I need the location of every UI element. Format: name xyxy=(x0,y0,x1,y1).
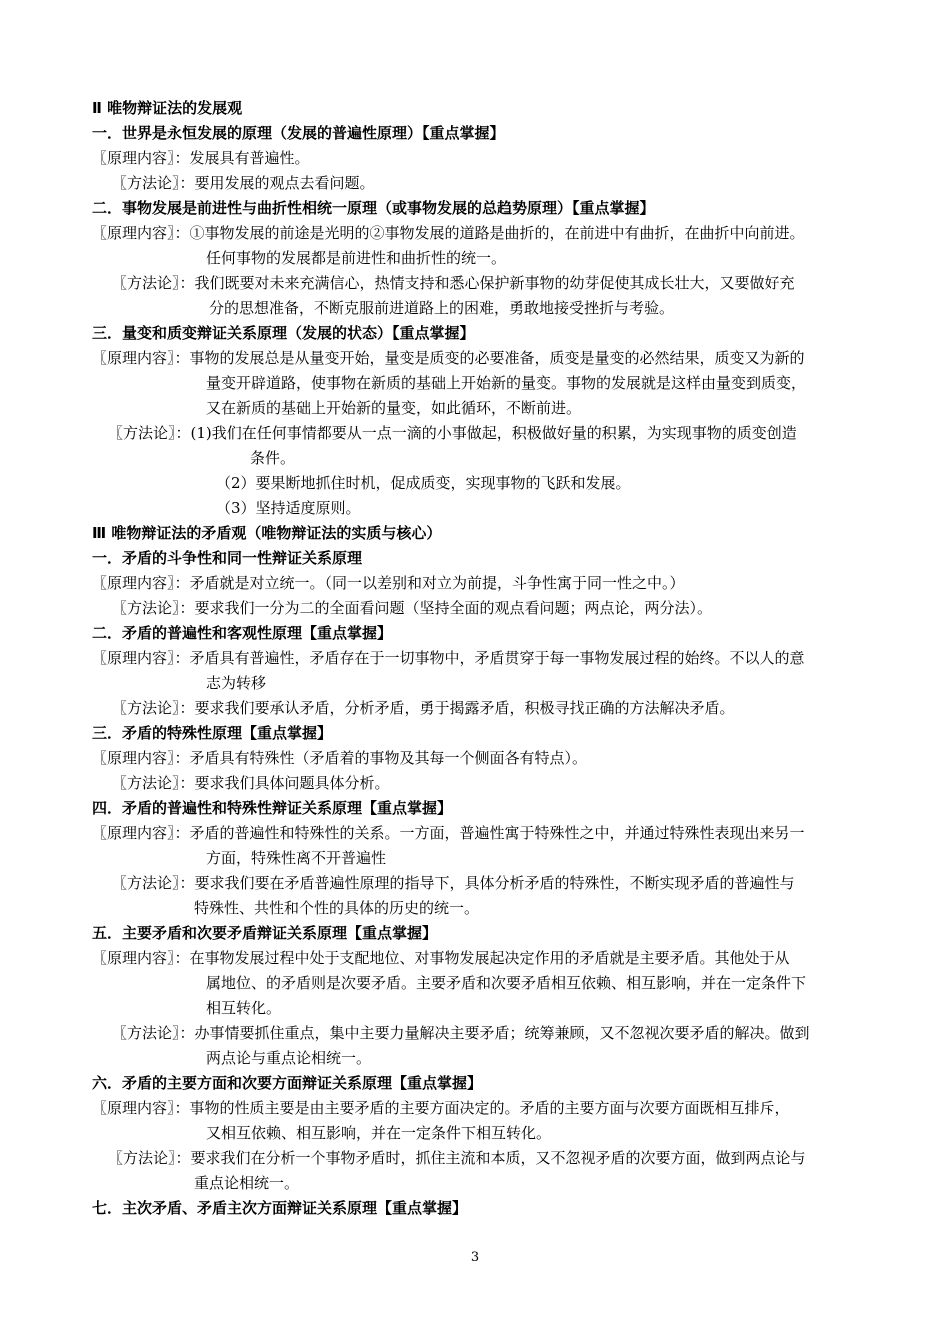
method-text: 〖方法论〗：要求我们具体问题具体分析。 xyxy=(112,774,390,792)
method-text: 〖方法论〗：要求我们一分为二的全面看问题（坚持全面的观点看问题；两点论，两分法）。 xyxy=(112,599,713,617)
method-text: 〖方法论〗：要用发展的观点去看问题。 xyxy=(112,174,375,192)
method-text-item: （3）坚持适度原则。 xyxy=(216,499,361,517)
principle-text: 〖原理内容〗：事物的性质主要是由主要矛盾的主要方面决定的。矛盾的主要方面与次要方面既相互排斥， xyxy=(92,1099,790,1117)
principle-text-cont: 任何事物的发展都是前进性和曲折性的统一。 xyxy=(206,249,507,267)
principle-text: 〖原理内容〗：矛盾具有特殊性（矛盾着的事物及其每一个侧面各有特点）。 xyxy=(92,749,588,767)
section-heading: 四．矛盾的普遍性和特殊性辩证关系原理【重点掌握】 xyxy=(92,799,453,817)
principle-text: 〖原理内容〗：矛盾就是对立统一。（同一以差别和对立为前提，斗争性寓于同一性之中。） xyxy=(92,574,685,592)
principle-text-cont: 属地位、的矛盾则是次要矛盾。主要矛盾和次要矛盾相互依赖、相互影响，并在一定条件下 xyxy=(206,974,807,992)
method-text-cont: 两点论与重点论相统一。 xyxy=(206,1049,372,1067)
principle-text-cont: 相互转化。 xyxy=(206,999,282,1017)
method-text-cont: 分的思想准备，不断克服前进道路上的困难，勇敢地接受挫折与考验。 xyxy=(209,299,675,317)
principle-text-cont: 方面，特殊性离不开普遍性 xyxy=(206,849,387,867)
method-text-cont: 条件。 xyxy=(250,449,296,467)
principle-text: 〖原理内容〗：①事物发展的前途是光明的②事物发展的道路是曲折的，在前进中有曲折，在曲折中向前进。 xyxy=(92,224,805,242)
part-heading: Ⅲ 唯物辩证法的矛盾观（唯物辩证法的实质与核心） xyxy=(92,524,442,542)
method-text: 〖方法论〗：(1)我们在任何事情都要从一点一滴的小事做起，积极做好量的积累，为实现事物的质变创造 xyxy=(108,424,797,442)
principle-text-cont: 又在新质的基础上开始新的量变，如此循环，不断前进。 xyxy=(206,399,582,417)
method-text: 〖方法论〗：我们既要对未来充满信心，热情支持和悉心保护新事物的幼芽促使其成长壮大，又要做好充 xyxy=(112,274,795,292)
section-heading: 三．矛盾的特殊性原理【重点掌握】 xyxy=(92,724,333,742)
principle-text: 〖原理内容〗：矛盾具有普遍性，矛盾存在于一切事物中，矛盾贯穿于每一事物发展过程的始终。不以人的意 xyxy=(92,649,805,667)
method-text-item: （2）要果断地抓住时机，促成质变，实现事物的飞跃和发展。 xyxy=(216,474,631,492)
section-heading: 五．主要矛盾和次要矛盾辩证关系原理【重点掌握】 xyxy=(92,924,438,942)
method-text-cont: 特殊性、共性和个性的具体的历史的统一。 xyxy=(194,899,480,917)
principle-text: 〖原理内容〗：在事物发展过程中处于支配地位、对事物发展起决定作用的矛盾就是主要矛盾。其他处于从 xyxy=(92,949,790,967)
principle-text-cont: 志为转移 xyxy=(206,674,267,692)
principle-text-cont: 又相互依赖、相互影响，并在一定条件下相互转化。 xyxy=(206,1124,552,1142)
method-text: 〖方法论〗：要求我们要承认矛盾，分析矛盾，勇于揭露矛盾，积极寻找正确的方法解决矛盾。 xyxy=(112,699,735,717)
method-text: 〖方法论〗：要求我们在分析一个事物矛盾时，抓住主流和本质，又不忽视矛盾的次要方面，做到两点论与 xyxy=(108,1149,806,1167)
section-heading: 七．主次矛盾、矛盾主次方面辩证关系原理【重点掌握】 xyxy=(92,1199,468,1217)
section-heading: 一．世界是永恒发展的原理（发展的普遍性原理）【重点掌握】 xyxy=(92,124,505,142)
page-number: 3 xyxy=(470,1250,480,1265)
principle-text: 〖原理内容〗：事物的发展总是从量变开始，量变是质变的必要准备，质变是量变的必然结果，质变又为新的 xyxy=(92,349,805,367)
part-heading: Ⅱ 唯物辩证法的发展观 xyxy=(92,99,243,117)
method-text: 〖方法论〗：要求我们要在矛盾普遍性原理的指导下，具体分析矛盾的特殊性，不断实现矛盾的普遍性与 xyxy=(112,874,795,892)
method-text: 〖方法论〗：办事情要抓住重点，集中主要力量解决主要矛盾；统筹兼顾，又不忽视次要矛盾的解决。做到 xyxy=(112,1024,810,1042)
principle-text: 〖原理内容〗：矛盾的普遍性和特殊性的关系。一方面，普遍性寓于特殊性之中，并通过特殊性表现出来另一 xyxy=(92,824,805,842)
method-text-cont: 重点论相统一。 xyxy=(194,1174,300,1192)
principle-text: 〖原理内容〗：发展具有普遍性。 xyxy=(92,149,310,167)
section-heading: 三．量变和质变辩证关系原理（发展的状态）【重点掌握】 xyxy=(92,324,475,342)
section-heading: 二．矛盾的普遍性和客观性原理【重点掌握】 xyxy=(92,624,393,642)
section-heading: 六．矛盾的主要方面和次要方面辩证关系原理【重点掌握】 xyxy=(92,1074,483,1092)
section-heading: 一．矛盾的斗争性和同一性辩证关系原理 xyxy=(92,549,363,567)
principle-text-cont: 量变开辟道路，使事物在新质的基础上开始新的量变。事物的发展就是这样由量变到质变， xyxy=(206,374,807,392)
section-heading: 二．事物发展是前进性与曲折性相统一原理（或事物发展的总趋势原理）【重点掌握】 xyxy=(92,199,655,217)
